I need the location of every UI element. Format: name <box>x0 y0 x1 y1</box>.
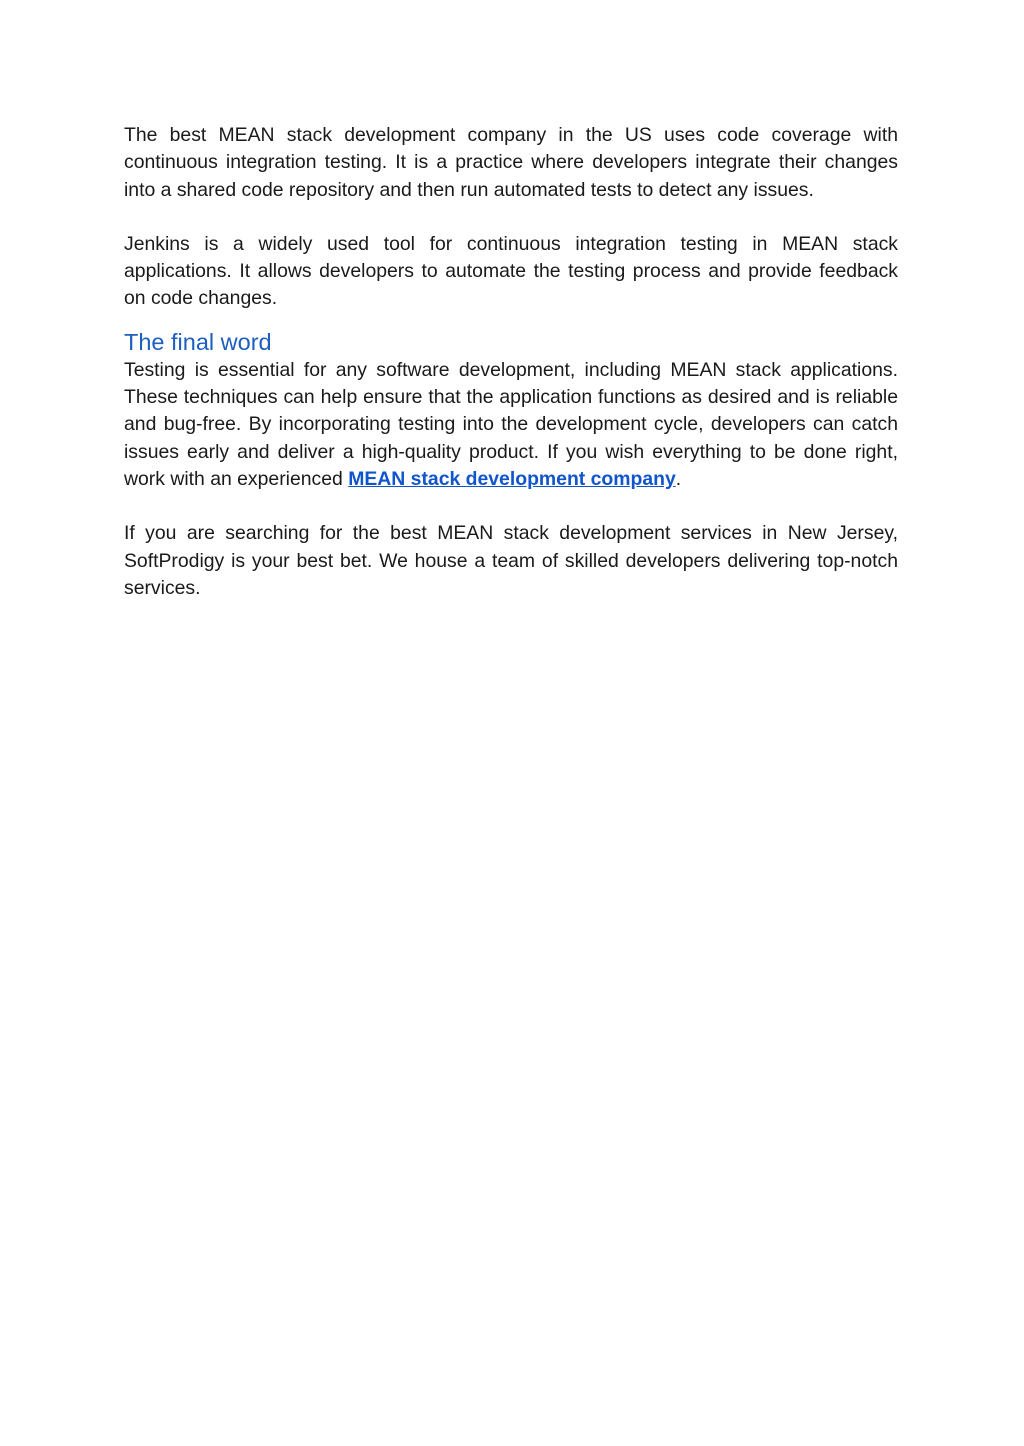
paragraph-period: . <box>675 467 682 490</box>
paragraph-testing-essential <box>124 357 898 493</box>
document-page <box>124 122 898 602</box>
paragraph-spacer <box>124 204 898 231</box>
paragraph-text: Testing is essential for any software development, including MEAN stack applications. These techniques can help ensure that the application functions as desired and is reliable and bug-free. By incorporating testing into the development cycle, developers can catch issues early and deliver a high-quality product. If you wish everything to be done right, work with an experienced <box>124 358 898 490</box>
mean-stack-company-link[interactable]: MEAN stack development company <box>348 467 676 490</box>
paragraph-jenkins: Jenkins is a widely used tool for continuous integration testing in MEAN stack applications. It allows developers to automate the testing process and provide feedback on code changes. <box>124 232 898 310</box>
paragraph-code-coverage: The best MEAN stack development company in the US uses code coverage with continuous integration testing. It is a practice where developers integrate their changes into a shared code repository and then run automated tests to detect any issues. <box>124 124 898 201</box>
paragraph-softprodigy: If you are searching for the best MEAN stack development services in New Jersey, SoftProdigy is your best bet. We house a team of skilled developers delivering top-notch services. <box>124 522 898 599</box>
paragraph-spacer <box>124 493 898 520</box>
section-heading-wrapper <box>124 327 898 357</box>
section-heading-final-word: The final word <box>124 328 272 355</box>
